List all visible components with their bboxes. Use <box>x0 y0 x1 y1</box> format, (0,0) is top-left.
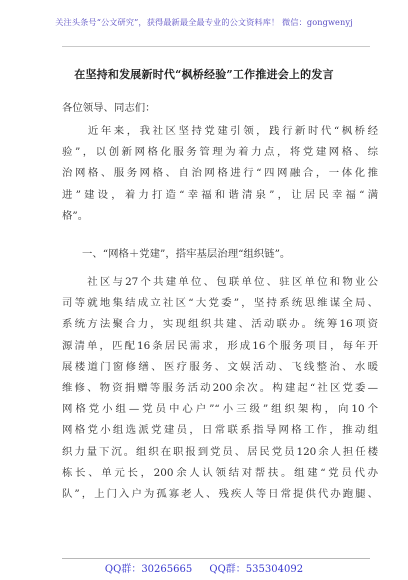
text-line: 司等就地集结成立社区“大党委”，坚持系统思维谋全局、 <box>62 297 378 310</box>
text-line: 展楼道门窗修缮、医疗服务、文娱活动、飞线整治、水暖 <box>62 360 378 373</box>
text-line: 网格党小组—党员中心户”“小三级”组织架构，向10个 <box>62 403 378 416</box>
text-line: 治网格、服务网格、自治网格进行“四网融合，一体化推 <box>62 167 378 180</box>
text-line: 系统方法聚合力，实现组织共建、活动联办。统筹16项资 <box>62 318 378 331</box>
text-line: 验”，以创新网格化服务管理为着力点，将党建网格、综 <box>62 146 378 159</box>
section-heading: 一、“网格＋党建”，搭牢基层治理“组织链”。 <box>82 248 291 260</box>
salutation: 各位领导、同志们： <box>62 102 156 114</box>
footer-divider <box>62 558 370 559</box>
header-divider <box>62 46 370 47</box>
page-header <box>0 0 408 46</box>
text-line: 近年来，我社区坚持党建引领，践行新时代“枫桥经 <box>62 125 378 137</box>
document-title: 在坚持和发展新时代“枫桥经验”工作推进会上的发言 <box>74 68 334 81</box>
header-note: 关注头条号“公文研究”，获得最新最全最专业的公文资料库！ 微信：gongwenyj <box>55 17 353 27</box>
text-line: 维修、物资捐赠等服务活动200余次。构建起“社区党委— <box>62 381 378 394</box>
page-footer <box>0 560 408 575</box>
footer-qq-group-2: QQ群：535304092 <box>209 564 304 575</box>
text-line: 社区与27个共建单位、包联单位、驻区单位和物业公 <box>62 276 378 288</box>
intro-paragraph <box>62 121 378 227</box>
text-line: 进”建设，着力打造“幸福和谐清泉”，让居民幸福“满 <box>62 188 378 201</box>
text-line: 网格党小组选派党建员，日常联系指导网格工作，推动组 <box>62 424 378 437</box>
text-line: 织力量下沉。组织在职报到党员、居民党员120余人担任楼 <box>62 445 378 458</box>
text-line: 格”。 <box>62 209 89 222</box>
text-line: 队”，上门入户为孤寡老人、残疾人等日常提供代办跑腿、 <box>62 487 378 500</box>
text-line: 栋长、单元长，200余人认领结对帮扶。组建“党员代办 <box>62 466 378 479</box>
footer-qq-group-1: QQ群：30265665 <box>104 564 193 575</box>
text-line: 源清单，匹配16条居民需求，形成16个服务项目，每年开 <box>62 339 378 352</box>
section-1-paragraph <box>62 272 378 505</box>
